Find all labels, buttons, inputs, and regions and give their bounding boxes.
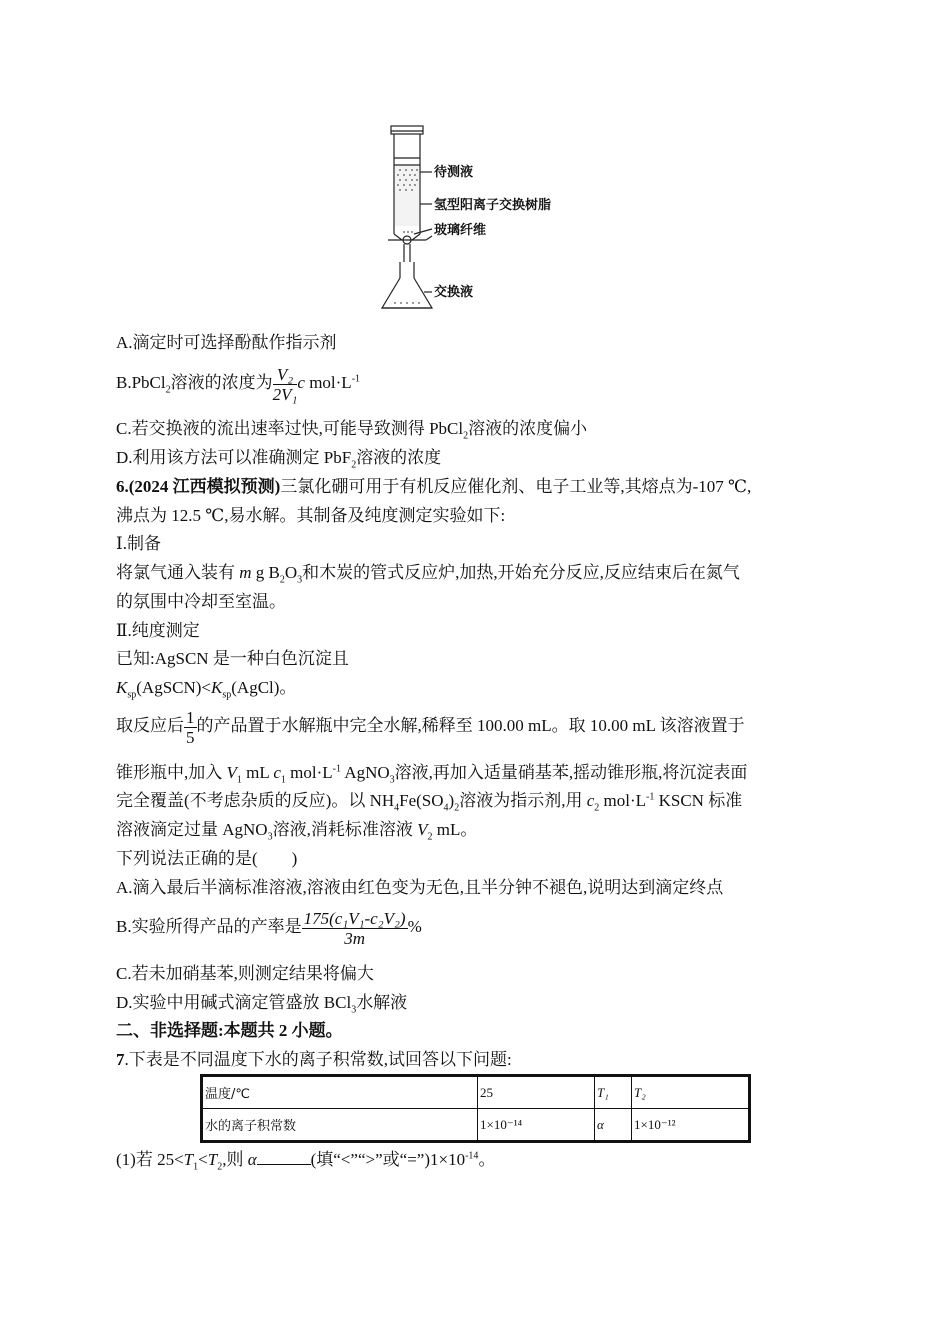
- q6-stem: 下列说法正确的是( ): [116, 849, 298, 868]
- q6-known-line: 已知:AgSCN 是一种白色沉淀且: [116, 649, 349, 668]
- table-cell: 25: [478, 1076, 595, 1109]
- ion-product-table: [200, 1074, 751, 1143]
- label-glass-fiber: 玻璃纤维: [434, 223, 487, 238]
- table-cell: 1×10⁻¹²: [632, 1109, 750, 1142]
- q6-ksp-line: $K_{sp}(AgSCN)<K_{sp}(AgCl)$。: [116, 678, 297, 701]
- table-cell: 1×10⁻¹⁴: [478, 1109, 595, 1142]
- q5-option-a: A.滴定时可选择酚酞作指示剂: [116, 333, 337, 352]
- q6-option-a: A.滴入最后半滴标准溶液,溶液由红色变为无色,且半分钟不褪色,说明达到滴定终点: [116, 878, 724, 897]
- q5-option-d: D.利用该方法可以准确测定 PbF$_2$溶液的浓度: [116, 448, 442, 471]
- q7-stem: 7.下表是不同温度下水的离子积常数,试回答以下问题:: [116, 1050, 512, 1069]
- table-cell: α: [595, 1109, 632, 1142]
- section-2-heading: 二、非选择题:本题共 2 小题。: [116, 1021, 343, 1040]
- q6-method-line-2: 锥形瓶中,加入 $V_1$ mL $c_1$ $mol\cdot L^{-1}$ AgNO$_3$溶液,再加入适量硝基苯,摇动锥形瓶,将沉淀表面: [116, 763, 748, 786]
- q6-prep-line-2: 的氛围中冷却至室温。: [116, 592, 286, 611]
- q6-method-line-3: 完全覆盖(不考虑杂质的反应)。以 $NH_4Fe(SO_4)_2$溶液为指示剂,用 $c_2$ $mol\cdot L^{-1}$ KSCN 标准: [116, 791, 743, 814]
- q6-option-c: C.若未加硝基苯,则测定结果将偏大: [116, 964, 374, 983]
- q5-option-c: C.若交换液的流出速率过快,可能导致测得 PbCl$_2$溶液的浓度偏小: [116, 419, 588, 442]
- answer-blank[interactable]: [257, 1150, 311, 1165]
- q7-subquestion-1: (1)若 $25<T_1<T_2$,则 α (填“<”“>”或“$=”)1\times 10^{-14}$。: [116, 1150, 496, 1173]
- table-cell: T₂: [632, 1076, 750, 1109]
- q6-method-line-1: 取反应后 $\frac{1}{5}$ 的产品置于水解瓶中完全水解,稀释至 100.00 mL。取 10.00 mL 该溶液置于: [116, 707, 745, 747]
- table-cell: T₁: [595, 1076, 632, 1109]
- q6-method-line-4: 溶液滴定过量 AgNO$_3$溶液,消耗标准溶液 $V_2$ mL。: [116, 820, 478, 843]
- q6-line-2: 沸点为 12.5 ℃,易水解。其制备及纯度测定实验如下:: [116, 506, 506, 525]
- q6-part-1-heading: Ⅰ.制备: [116, 534, 161, 553]
- q6-part-2-heading: Ⅱ.纯度测定: [116, 621, 200, 640]
- q6-option-d: D.实验中用碱式滴定管盛放 BCl$_3$水解液: [116, 993, 408, 1016]
- table-cell: 水的离子积常数: [202, 1109, 478, 1142]
- q5-option-b: B.PbCl$_2$溶液的浓度为 $\frac{\text{V₂}}{\text{2V₁}}$ c $mol\cdot L^{-1}$: [116, 364, 361, 404]
- label-exchange-liquid: 交换液: [434, 285, 474, 300]
- q6-prep-line-1: 将氯气通入装有 m g $B_2O_3$和木炭的管式反应炉,加热,开始充分反应,反应结束后在氮气: [116, 563, 740, 586]
- table-row: [202, 1109, 750, 1142]
- table-row: [202, 1076, 750, 1109]
- q6-line-1: 6.(2024 江西模拟预测)三氯化硼可用于有机反应催化剂、电子工业等,其熔点为-107 ℃,: [116, 477, 752, 496]
- apparatus-figure: [370, 122, 590, 318]
- label-resin: 氢型阳离子交换树脂: [434, 198, 552, 213]
- q6-option-b: B.实验所得产品的产率是 $\frac{\text{175(c₁V₁-c₂V₂)}}{3m}$ %: [116, 908, 422, 948]
- q6-yield-fraction: $\frac{\text{175(c₁V₁-c₂V₂)}}{3m}$: [303, 908, 406, 948]
- q6-one-fifth-fraction: $\frac{1}{5}$: [186, 707, 195, 747]
- table-cell: 温度/℃: [202, 1076, 478, 1109]
- q5-option-b-fraction: $\frac{\text{V₂}}{\text{2V₁}}$: [272, 364, 298, 404]
- label-test-solution: 待测液: [434, 165, 474, 180]
